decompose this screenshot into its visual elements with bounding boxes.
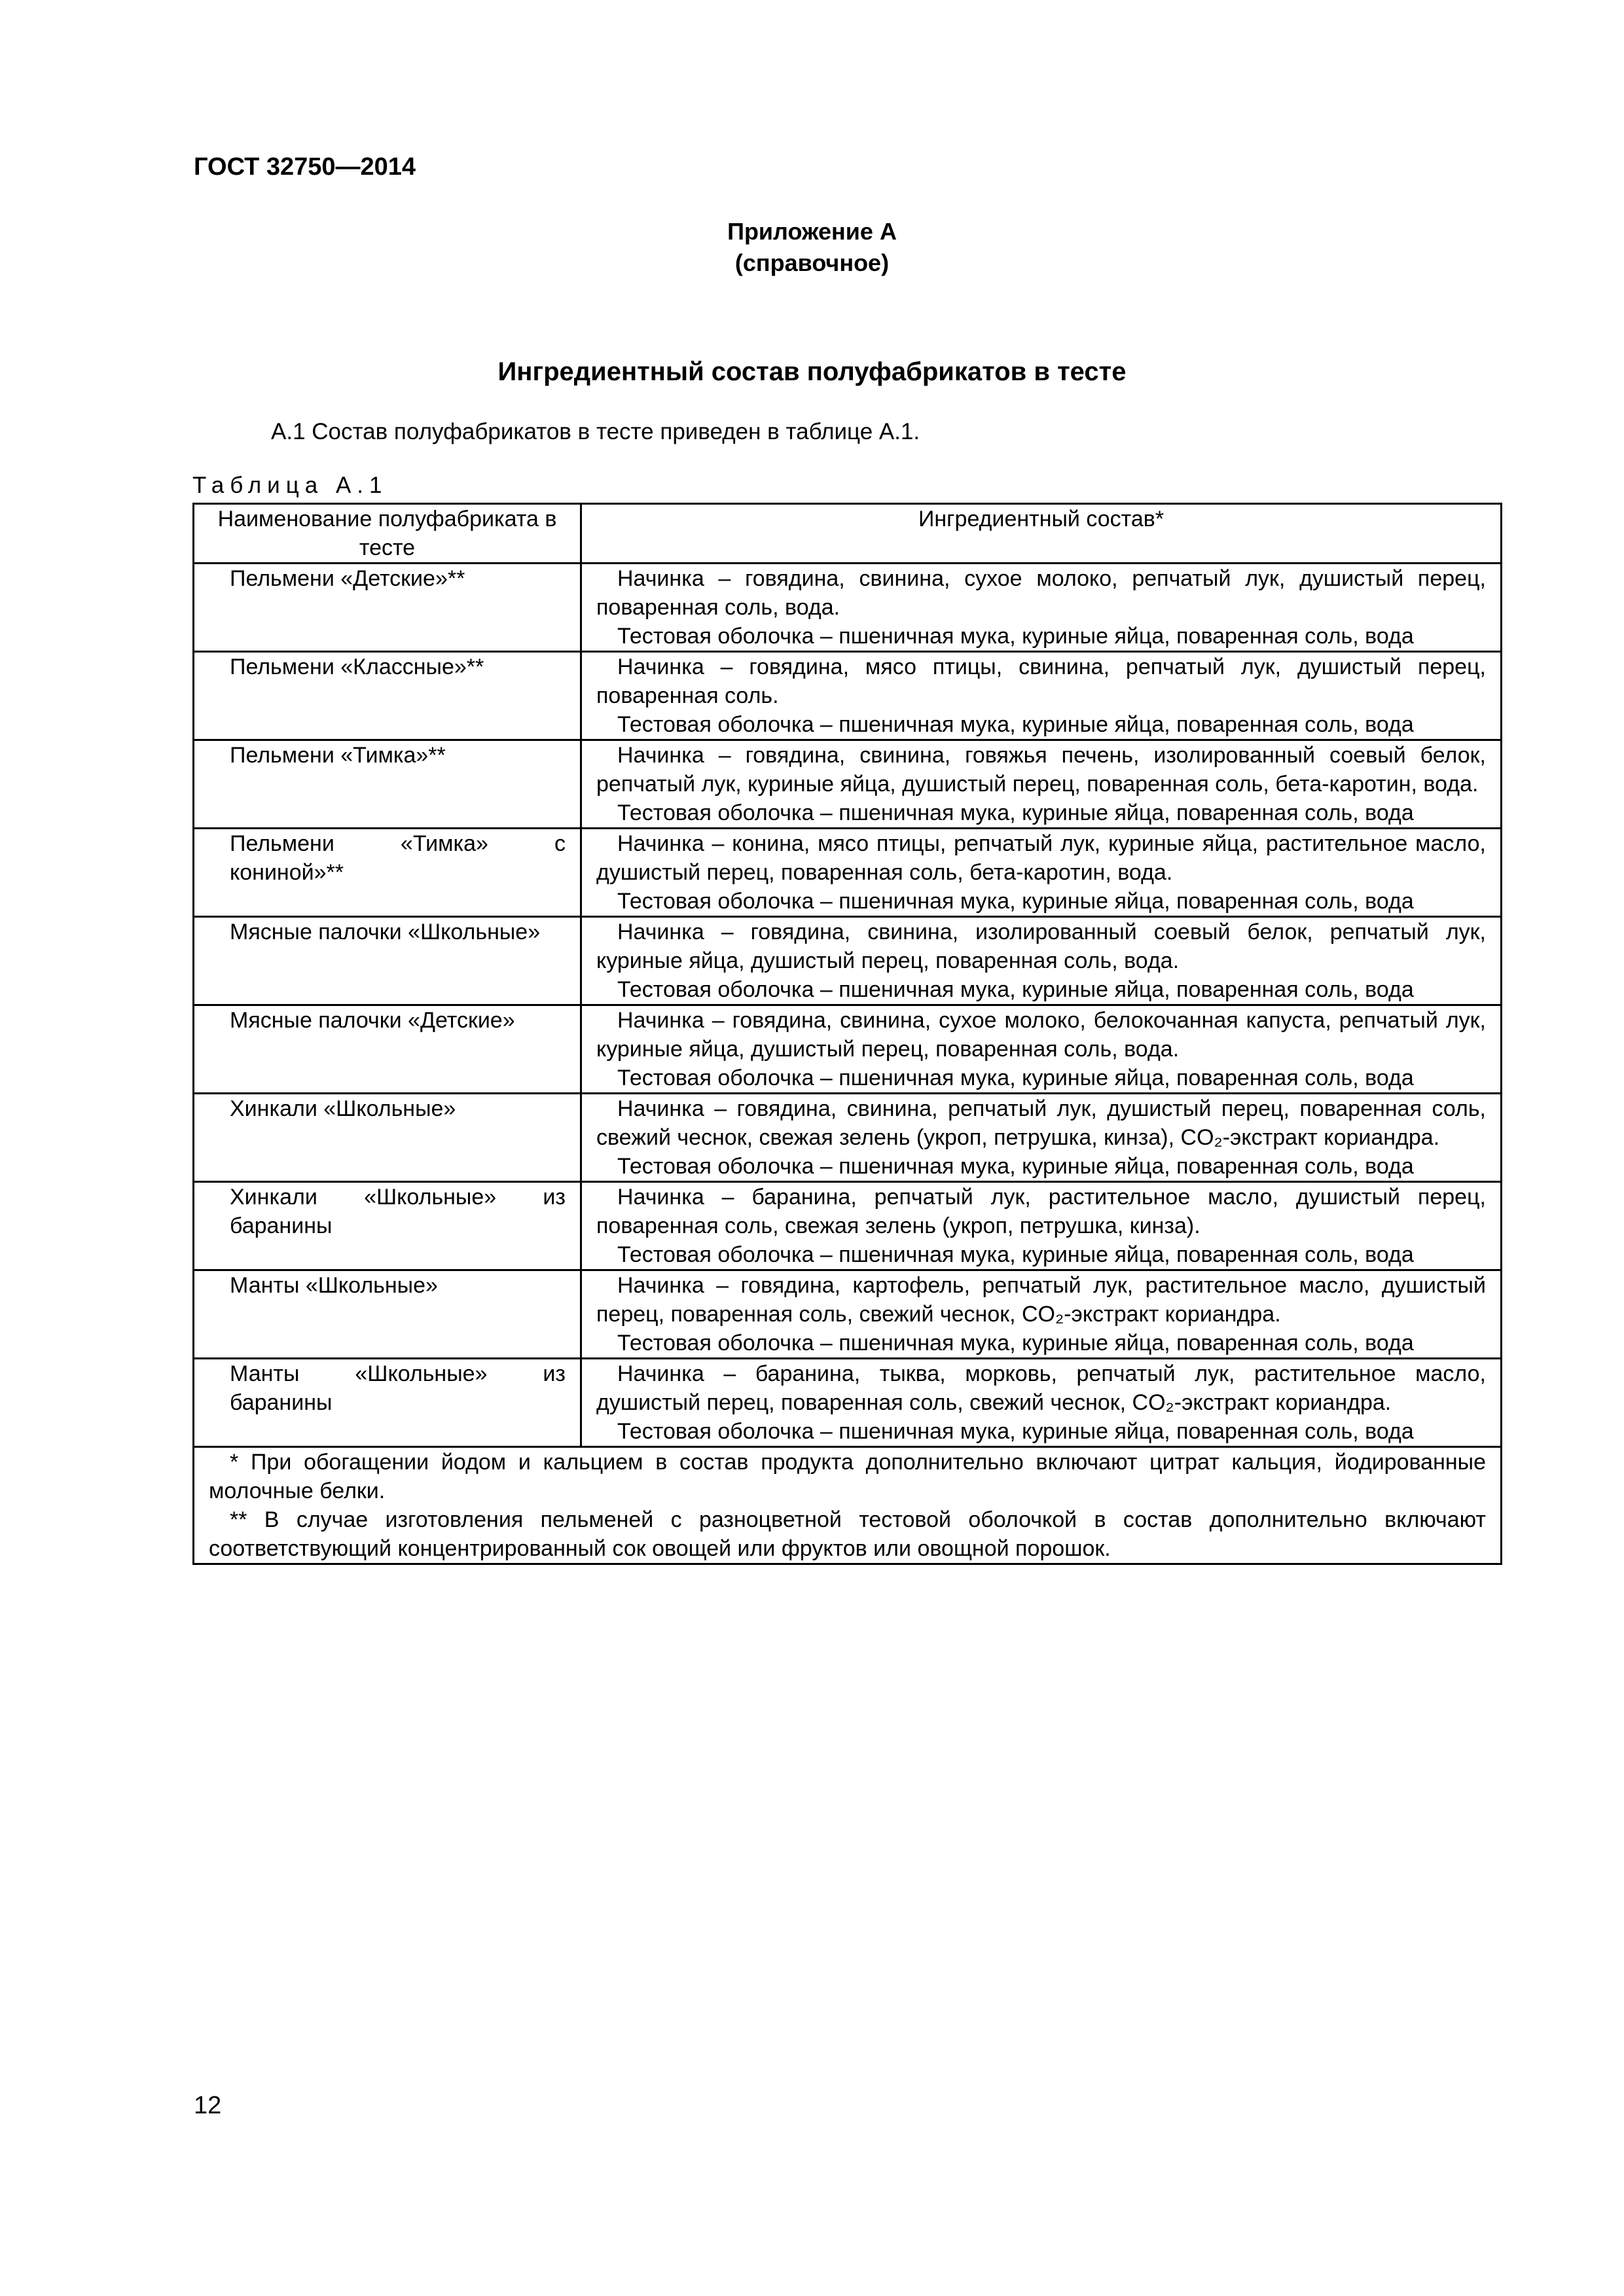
composition-cell [581,1359,1502,1447]
shell-text: Тестовая оболочка – пшеничная мука, куриные яйца, поваренная соль, вода [617,624,1414,649]
product-name-cell: Пельмени «Тимка»** [194,740,581,829]
table-header-row [194,504,1502,564]
appendix-type: (справочное) [734,249,890,276]
table-row [194,1182,1502,1270]
appendix-title: Приложение А [727,218,897,245]
product-name-cell: Манты «Школьные» из баранины [194,1359,581,1447]
filling-text: Начинка – говядина, свинина, сухое молоко, репчатый лук, душистый перец, поваренная соль, вода. [596,566,1486,620]
footnote: ** В случае изготовления пельменей с разноцветной тестовой оболочкой в состав дополнительно включают соответствующий концентрированный сок овощей или фруктов или овощной порошок. [209,1507,1486,1561]
table-body [194,564,1502,1447]
document-standard-number: ГОСТ 32750—2014 [194,153,416,181]
filling-text: Начинка – говядина, свинина, репчатый лук, душистый перец, поваренная соль, свежий чеснок, свежая зелень (укроп, петрушка, кинза), CO₂-экстракт кориандра. [596,1096,1486,1150]
shell-text: Тестовая оболочка – пшеничная мука, куриные яйца, поваренная соль, вода [617,1154,1414,1179]
composition-cell [581,1094,1502,1182]
table-caption: Таблица А.1 [192,473,388,498]
shell-text: Тестовая оболочка – пшеничная мука, куриные яйца, поваренная соль, вода [617,1419,1414,1444]
header-product-name: Наименование полуфабриката в тесте [194,504,581,564]
shell-text: Тестовая оболочка – пшеничная мука, куриные яйца, поваренная соль, вода [617,800,1414,825]
shell-text: Тестовая оболочка – пшеничная мука, куриные яйца, поваренная соль, вода [617,977,1414,1002]
composition-cell [581,652,1502,740]
shell-text: Тестовая оболочка – пшеничная мука, куриные яйца, поваренная соль, вода [617,1331,1414,1355]
filling-text: Начинка – говядина, картофель, репчатый лук, растительное масло, душистый перец, поваренная соль, свежий чеснок, CO₂-экстракт кориандра. [596,1273,1486,1327]
table-row [194,652,1502,740]
shell-text: Тестовая оболочка – пшеничная мука, куриные яйца, поваренная соль, вода [617,712,1414,737]
shell-text: Тестовая оболочка – пшеничная мука, куриные яйца, поваренная соль, вода [617,889,1414,914]
table-row [194,564,1502,652]
section-title: Ингредиентный состав полуфабрикатов в тесте [497,357,1127,386]
shell-text: Тестовая оболочка – пшеничная мука, куриные яйца, поваренная соль, вода [617,1242,1414,1267]
appendix-heading [0,216,1624,279]
product-name-cell: Пельмени «Классные»** [194,652,581,740]
table-row [194,829,1502,917]
composition-cell [581,1270,1502,1359]
product-name-cell: Пельмени «Тимка» с кониной»** [194,829,581,917]
product-name-cell: Хинкали «Школьные» [194,1094,581,1182]
footnote: * При обогащении йодом и кальцием в состав продукта дополнительно включают цитрат кальция, йодированные молочные белки. [209,1450,1486,1503]
product-name-cell: Мясные палочки «Детские» [194,1005,581,1094]
product-name-cell: Хинкали «Школьные» из баранины [194,1182,581,1270]
table-row [194,1270,1502,1359]
composition-cell [581,829,1502,917]
table-row [194,1005,1502,1094]
table-footnote-row [194,1447,1502,1564]
composition-cell [581,1182,1502,1270]
page-number: 12 [194,2092,222,2119]
product-name-cell: Манты «Школьные» [194,1270,581,1359]
composition-cell [581,1005,1502,1094]
filling-text: Начинка – конина, мясо птицы, репчатый лук, куриные яйца, растительное масло, душистый перец, поваренная соль, бета-каротин, вода. [596,831,1486,885]
filling-text: Начинка – говядина, свинина, изолированный соевый белок, репчатый лук, куриные яйца, душистый перец, поваренная соль, вода. [596,920,1486,973]
shell-text: Тестовая оболочка – пшеничная мука, куриные яйца, поваренная соль, вода [617,1066,1414,1090]
table-row [194,1359,1502,1447]
footnotes-cell [194,1447,1502,1564]
filling-text: Начинка – говядина, свинина, сухое молоко, белокочанная капуста, репчатый лук, куриные яйца, душистый перец, поваренная соль, вода. [596,1008,1486,1062]
composition-cell [581,917,1502,1005]
composition-cell [581,740,1502,829]
composition-cell [581,564,1502,652]
filling-text: Начинка – баранина, репчатый лук, растительное масло, душистый перец, поваренная соль, свежая зелень (укроп, петрушка, кинза). [596,1185,1486,1238]
filling-text: Начинка – говядина, мясо птицы, свинина, репчатый лук, душистый перец, поваренная соль. [596,655,1486,708]
product-name-cell: Мясные палочки «Школьные» [194,917,581,1005]
filling-text: Начинка – баранина, тыква, морковь, репчатый лук, растительное масло, душистый перец, поваренная соль, свежий чеснок, CO₂-экстракт кориандра. [596,1361,1486,1415]
ingredients-table [192,503,1502,1565]
header-composition: Ингредиентный состав* [581,504,1502,564]
filling-text: Начинка – говядина, свинина, говяжья печень, изолированный соевый белок, репчатый лук, куриные яйца, душистый перец, поваренная соль, бета-каротин, вода. [596,743,1486,797]
intro-paragraph: А.1 Состав полуфабрикатов в тесте приведен в таблице А.1. [271,419,920,444]
table-row [194,917,1502,1005]
table-row [194,740,1502,829]
product-name-cell: Пельмени «Детские»** [194,564,581,652]
table-row [194,1094,1502,1182]
